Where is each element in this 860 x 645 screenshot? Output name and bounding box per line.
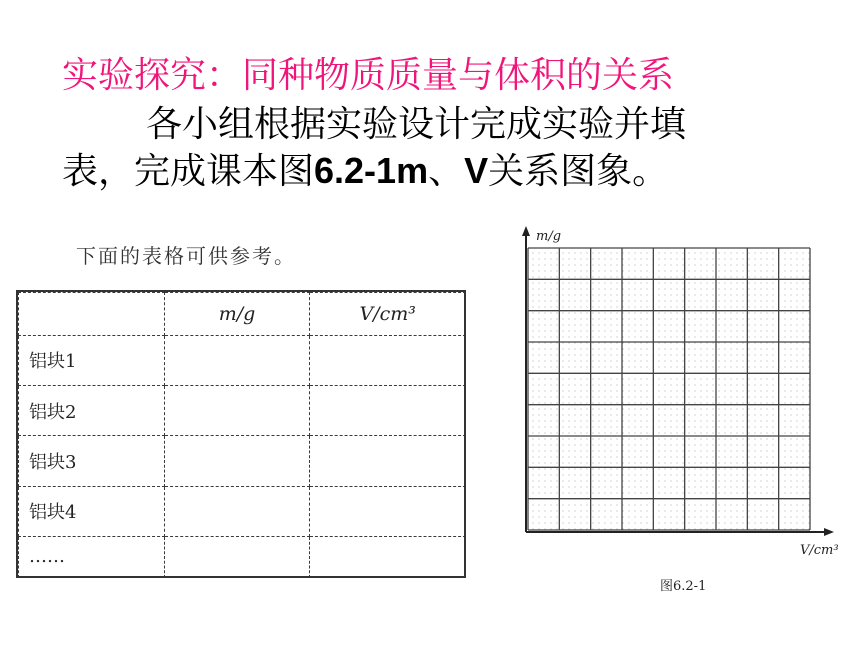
volume-symbol: V [464, 150, 489, 191]
mass-cell[interactable] [164, 436, 310, 486]
table-header-row [19, 293, 466, 336]
data-table-container [18, 292, 466, 578]
mass-cell[interactable] [164, 386, 310, 436]
y-axis-label: m/g [536, 229, 562, 244]
x-axis-arrow [824, 528, 834, 536]
table-row [19, 335, 466, 385]
x-axis-label: V/cm³ [800, 543, 839, 558]
row-label: 铝块4 [19, 486, 165, 536]
instruction-line-1: 各小组根据实验设计完成实验并填 [146, 104, 687, 145]
table-hint: 下面的表格可供参考。 [76, 244, 296, 268]
instruction-line-2 [62, 148, 822, 195]
instruction-separator: 、 [428, 151, 465, 192]
mass-cell[interactable] [164, 486, 310, 536]
row-label: 铝块3 [19, 436, 165, 486]
volume-cell[interactable] [310, 536, 466, 577]
volume-cell[interactable] [310, 486, 466, 536]
mass-volume-grid-figure [500, 220, 845, 600]
volume-cell[interactable] [310, 386, 466, 436]
table-row [19, 536, 466, 577]
instruction-line-2-suffix: 关系图象。 [488, 151, 669, 192]
instruction-text [62, 102, 822, 195]
row-label: 铝块1 [19, 335, 165, 385]
header-cell-volume: V/cm³ [310, 293, 466, 336]
row-label: 铝块2 [19, 386, 165, 436]
table-row [19, 386, 466, 436]
figure-caption: 图6.2-1 [660, 579, 707, 594]
data-table [18, 292, 466, 578]
y-axis-arrow [522, 226, 530, 236]
volume-cell[interactable] [310, 335, 466, 385]
grid-dot-background [528, 248, 810, 530]
header-cell-empty [19, 293, 165, 336]
table-row [19, 436, 466, 486]
header-cell-mass: m/g [164, 293, 310, 336]
volume-cell[interactable] [310, 436, 466, 486]
table-row [19, 486, 466, 536]
mass-cell[interactable] [164, 335, 310, 385]
mass-cell[interactable] [164, 536, 310, 577]
row-label: …… [19, 536, 165, 577]
figure-reference: 6.2-1m [314, 150, 429, 191]
instruction-line-2-prefix: 表，完成课本图 [62, 151, 315, 192]
page-title: 实验探究：同种物质质量与体积的关系 [62, 55, 675, 96]
